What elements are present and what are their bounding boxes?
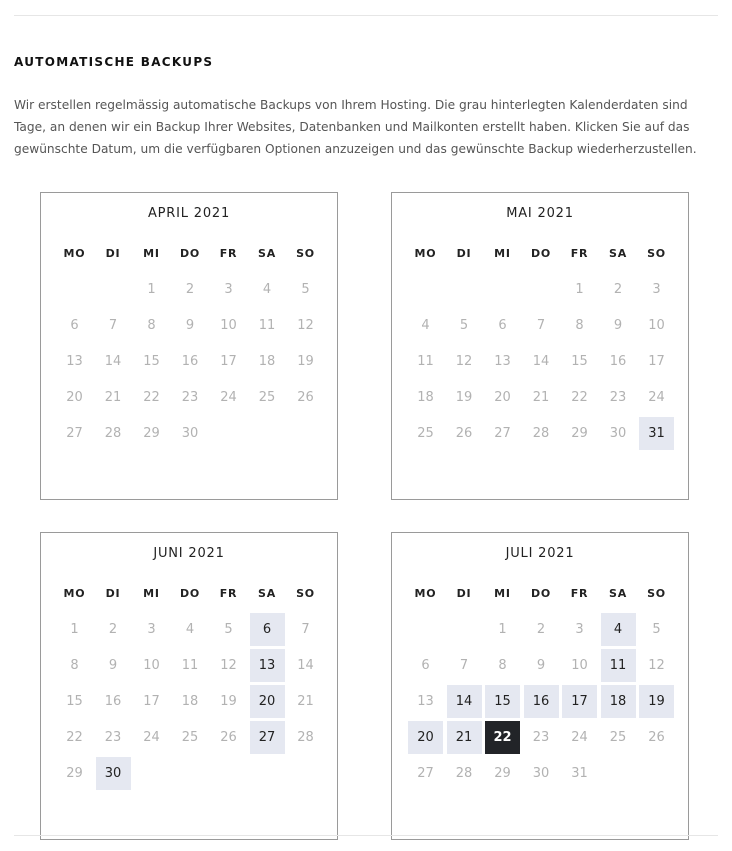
- calendar-day: 24: [220, 390, 237, 405]
- calendar-day: 5: [652, 622, 661, 637]
- weekday-header: DI: [105, 587, 121, 600]
- calendar-day: 30: [609, 426, 627, 441]
- calendar-day: 4: [185, 622, 195, 637]
- calendar-day: 3: [147, 622, 156, 637]
- calendar-day: 14: [104, 354, 122, 369]
- calendar-july: [391, 532, 689, 840]
- calendar-day-backup[interactable]: 21: [447, 721, 482, 754]
- calendar-day: 12: [455, 354, 473, 369]
- calendar-day: 15: [571, 354, 588, 369]
- calendar-may: [391, 192, 689, 500]
- calendar-day-backup[interactable]: 17: [562, 685, 597, 718]
- calendar-day: 23: [181, 390, 199, 405]
- calendar-day: 14: [532, 354, 550, 369]
- bottom-divider: [14, 835, 718, 836]
- calendar-day-backup[interactable]: 18: [601, 685, 636, 718]
- weekday-header: FR: [570, 587, 589, 600]
- calendar-day: 16: [104, 694, 122, 709]
- calendar-day-backup[interactable]: 20: [250, 685, 285, 718]
- calendar-day: 11: [258, 318, 276, 333]
- calendar-day: 29: [494, 766, 511, 781]
- weekday-header: SO: [647, 247, 666, 260]
- section-heading: AUTOMATISCHE BACKUPS: [14, 55, 214, 69]
- calendar-day: 17: [143, 694, 160, 709]
- calendar-day-backup[interactable]: 16: [524, 685, 559, 718]
- calendar-day-backup[interactable]: 20: [408, 721, 443, 754]
- calendar-day: 3: [224, 282, 233, 297]
- calendar-day: 12: [220, 658, 237, 673]
- weekday-header: SA: [257, 247, 277, 260]
- calendar-day: 18: [258, 354, 276, 369]
- calendar-day: 6: [421, 658, 430, 673]
- calendar-day: 27: [417, 766, 434, 781]
- weekday-header: DO: [179, 247, 201, 260]
- calendar-day-backup[interactable]: 6: [250, 613, 285, 646]
- calendar-day: 18: [181, 694, 199, 709]
- calendar-day: 25: [417, 426, 434, 441]
- calendar-day: 8: [575, 318, 584, 333]
- weekday-header: SA: [608, 587, 628, 600]
- calendar-day: 10: [220, 318, 237, 333]
- calendar-day: 13: [494, 354, 511, 369]
- calendar-day-backup[interactable]: 15: [485, 685, 520, 718]
- calendar-day: 29: [143, 426, 160, 441]
- calendar-day-selected[interactable]: 22: [485, 721, 520, 754]
- calendar-day: 7: [301, 622, 310, 637]
- calendar-day: 24: [648, 390, 665, 405]
- calendar-day: 27: [494, 426, 511, 441]
- calendar-april: [40, 192, 338, 500]
- weekday-header: SA: [257, 587, 277, 600]
- calendar-title: JUNI 2021: [153, 546, 225, 561]
- calendar-day: 28: [455, 766, 473, 781]
- calendar-day: 22: [571, 390, 588, 405]
- calendar-day: 23: [609, 390, 627, 405]
- calendar-day: 9: [536, 658, 546, 673]
- weekday-header: SO: [647, 587, 666, 600]
- calendar-day: 2: [613, 282, 623, 297]
- weekday-header: DI: [456, 587, 472, 600]
- calendar-day: 15: [66, 694, 83, 709]
- calendar-day-backup[interactable]: 13: [250, 649, 285, 682]
- calendar-day: 1: [70, 622, 79, 637]
- calendar-day: 26: [455, 426, 473, 441]
- calendar-day: 12: [648, 658, 665, 673]
- calendar-day: 30: [532, 766, 550, 781]
- calendar-day: 25: [181, 730, 199, 745]
- calendar-day: 9: [185, 318, 195, 333]
- calendar-title: JULI 2021: [505, 546, 575, 561]
- calendar-day: 21: [532, 390, 550, 405]
- calendar-day: 7: [459, 658, 469, 673]
- calendar-day: 25: [258, 390, 276, 405]
- calendar-day: 20: [66, 390, 83, 405]
- calendar-day: 31: [571, 766, 588, 781]
- calendar-day-backup[interactable]: 30: [96, 757, 131, 790]
- calendar-day: 4: [262, 282, 272, 297]
- calendar-day-backup[interactable]: 27: [250, 721, 285, 754]
- calendar-day: 16: [181, 354, 199, 369]
- calendar-day: 24: [143, 730, 160, 745]
- calendar-day: 6: [498, 318, 507, 333]
- weekday-header: FR: [219, 247, 238, 260]
- calendar-day: 14: [297, 658, 314, 673]
- calendar-day: 3: [652, 282, 661, 297]
- calendar-day: 1: [498, 622, 507, 637]
- calendar-day: 22: [66, 730, 83, 745]
- calendar-day: 7: [108, 318, 118, 333]
- calendar-june: [40, 532, 338, 840]
- calendar-day: 1: [575, 282, 584, 297]
- calendar-day: 1: [147, 282, 156, 297]
- calendar-day: 30: [181, 426, 199, 441]
- calendar-day: 21: [297, 694, 314, 709]
- weekday-header: DO: [530, 587, 552, 600]
- calendar-day: 9: [613, 318, 623, 333]
- calendar-day: 28: [297, 730, 314, 745]
- weekday-header: MO: [414, 587, 437, 600]
- calendar-day: 5: [301, 282, 310, 297]
- calendar-day: 19: [297, 354, 314, 369]
- calendar-day: 5: [459, 318, 469, 333]
- calendar-day-backup[interactable]: 31: [639, 417, 674, 450]
- weekday-header: MI: [494, 587, 511, 600]
- calendar-day: 2: [108, 622, 118, 637]
- calendar-day: 12: [297, 318, 314, 333]
- calendar-day: 16: [609, 354, 627, 369]
- calendar-day: 19: [220, 694, 237, 709]
- calendar-day: 18: [417, 390, 434, 405]
- weekday-header: MI: [494, 247, 511, 260]
- weekday-header: DI: [456, 247, 472, 260]
- calendar-day: 7: [536, 318, 546, 333]
- calendar-day: 11: [181, 658, 199, 673]
- calendar-day: 26: [648, 730, 665, 745]
- calendar-day: 10: [143, 658, 160, 673]
- calendar-day: 6: [70, 318, 79, 333]
- calendar-day-backup[interactable]: 14: [447, 685, 482, 718]
- calendar-day-backup[interactable]: 4: [601, 613, 636, 646]
- calendar-day: 2: [185, 282, 195, 297]
- weekday-header: MO: [63, 587, 86, 600]
- weekday-header: MI: [143, 587, 160, 600]
- calendar-day: 8: [147, 318, 156, 333]
- calendar-day: 3: [575, 622, 584, 637]
- calendar-day: 25: [609, 730, 627, 745]
- calendar-day: 20: [494, 390, 511, 405]
- calendar-title: MAI 2021: [506, 206, 574, 221]
- weekday-header: MO: [63, 247, 86, 260]
- weekday-header: MI: [143, 247, 160, 260]
- calendar-day: 29: [66, 766, 83, 781]
- calendar-day: 5: [224, 622, 233, 637]
- section-description: Wir erstellen regelmässig automatische Backups von Ihrem Hosting. Die grau hinterlegten Kalenderdaten sind Tage, an denen wir ein Backup Ihrer Websites, Datenbanken und Mailkonten erstellt haben. Klicken Sie auf das gewünschte Datum, um die verfügbaren Optionen anzuzeigen und das gewünschte Backup wiederherzustellen.: [14, 98, 697, 156]
- calendar-day: 29: [571, 426, 588, 441]
- calendar-day-backup[interactable]: 11: [601, 649, 636, 682]
- weekday-header: DI: [105, 247, 121, 260]
- calendar-day: 10: [648, 318, 665, 333]
- calendar-day: 8: [70, 658, 79, 673]
- weekday-header: FR: [219, 587, 238, 600]
- weekday-header: DO: [179, 587, 201, 600]
- calendar-day: 19: [455, 390, 473, 405]
- weekday-header: FR: [570, 247, 589, 260]
- calendar-day: 13: [66, 354, 83, 369]
- calendar-day: 17: [648, 354, 665, 369]
- calendar-day: 2: [536, 622, 546, 637]
- calendar-day: 23: [104, 730, 122, 745]
- weekday-header: SO: [296, 587, 315, 600]
- weekday-header: MO: [414, 247, 437, 260]
- calendar-day-backup[interactable]: 19: [639, 685, 674, 718]
- calendar-day: 22: [143, 390, 160, 405]
- calendar-day: 27: [66, 426, 83, 441]
- calendar-day: 4: [421, 318, 430, 333]
- calendar-day: 24: [571, 730, 588, 745]
- calendar-day: 9: [108, 658, 118, 673]
- calendar-day: 8: [498, 658, 507, 673]
- calendar-day: 26: [297, 390, 314, 405]
- calendar-day: 28: [104, 426, 122, 441]
- calendar-day: 11: [417, 354, 434, 369]
- calendar-day: 10: [571, 658, 588, 673]
- weekday-header: SO: [296, 247, 315, 260]
- calendar-day: 17: [220, 354, 237, 369]
- calendar-day: 13: [417, 694, 434, 709]
- weekday-header: DO: [530, 247, 552, 260]
- calendar-day: 21: [104, 390, 122, 405]
- top-divider: [14, 15, 718, 16]
- weekday-header: SA: [608, 247, 628, 260]
- calendar-day: 15: [143, 354, 160, 369]
- calendar-day: 28: [532, 426, 550, 441]
- calendar-day: 23: [532, 730, 550, 745]
- calendar-title: APRIL 2021: [147, 206, 231, 221]
- calendar-day: 26: [220, 730, 237, 745]
